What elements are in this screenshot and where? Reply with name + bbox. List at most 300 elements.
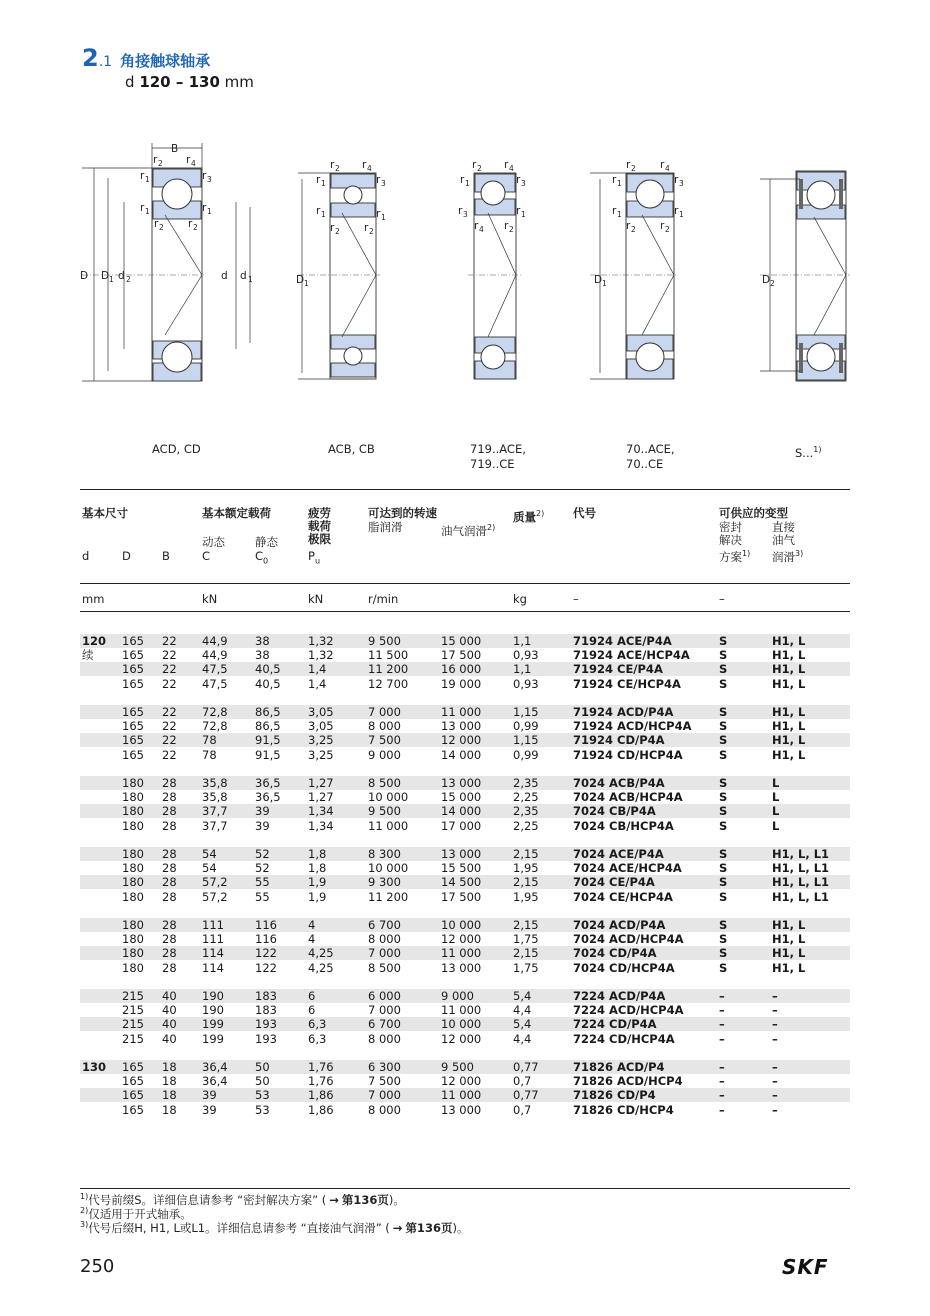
table-cell: –: [772, 1074, 778, 1089]
table-cell: 22: [162, 747, 177, 762]
table-cell: –: [719, 1017, 725, 1032]
footnote-ref: 第136页: [341, 1192, 389, 1207]
table-cell: 5,4: [513, 1017, 532, 1032]
table-cell: 9 000: [368, 747, 401, 762]
table-cell: 44,9: [202, 634, 228, 648]
table-cell: 36,4: [202, 1074, 228, 1089]
footnote-text: 代号后缀H, H1, L或L1。详细信息请参考 “直接油气润滑” (: [88, 1220, 390, 1235]
svg-text:r: r: [516, 205, 521, 217]
table-cell: 55: [255, 875, 270, 890]
bearing-drawings: [70, 135, 870, 395]
table-cell: 3,05: [308, 719, 334, 734]
svg-text:2: 2: [335, 227, 340, 236]
svg-text:2: 2: [126, 275, 131, 284]
table-cell: S: [719, 776, 728, 790]
table-cell: 13 000: [441, 1102, 482, 1117]
svg-text:r: r: [674, 174, 679, 186]
table-cell: S: [719, 747, 728, 762]
table-cell: 54: [202, 861, 217, 876]
table-cell: H1, L: [772, 946, 806, 961]
svg-text:2: 2: [159, 223, 164, 232]
table-cell: 199: [202, 1031, 224, 1046]
table-cell: 215: [122, 1031, 144, 1046]
table-cell: 15 000: [441, 790, 482, 805]
svg-text:D: D: [101, 270, 110, 282]
unit-kN: kN: [202, 592, 218, 606]
svg-text:2: 2: [158, 159, 163, 168]
table-cell: H1, L, L1: [772, 847, 830, 861]
table-cell: 28: [162, 790, 177, 805]
table-cell: 12 000: [441, 1031, 482, 1046]
table-cell: 165: [122, 1074, 144, 1089]
table-cell: 190: [202, 1003, 224, 1018]
table-cell: 15 000: [441, 634, 482, 648]
table-cell: L: [772, 776, 780, 790]
footnote-arrow: →: [329, 1192, 339, 1207]
table-cell: 22: [162, 705, 177, 719]
table-cell: 28: [162, 818, 177, 833]
svg-text:r: r: [330, 222, 335, 234]
table-cell: 13 000: [441, 776, 482, 790]
table-cell: 0,93: [513, 676, 539, 691]
table-cell: 1,86: [308, 1088, 334, 1103]
head-C0: [255, 550, 268, 567]
svg-text:1: 1: [145, 207, 150, 216]
table-cell: 57,2: [202, 889, 228, 904]
table-cell: 22: [162, 634, 177, 648]
table-cell: 165: [122, 676, 144, 691]
svg-text:r: r: [516, 174, 521, 186]
table-cell: 28: [162, 776, 177, 790]
table-cell: 9 500: [441, 1060, 474, 1074]
table-cell: 28: [162, 889, 177, 904]
head-Pu-sub: u: [314, 556, 321, 566]
table-cell: H1, L, L1: [772, 889, 830, 904]
table-cell: 8 000: [368, 719, 401, 734]
table-cell: 2,15: [513, 918, 539, 932]
table-cell: 8 000: [368, 932, 401, 947]
table-cell: 165: [122, 1102, 144, 1117]
table-cell: 50: [255, 1074, 270, 1089]
table-cell: 12 000: [441, 733, 482, 748]
table-cell: 111: [202, 918, 224, 932]
svg-text:r: r: [612, 174, 617, 186]
table-cell: 57,2: [202, 875, 228, 890]
table-cell: 4: [308, 932, 316, 947]
table-row: [80, 861, 850, 875]
table-cell: 39: [202, 1102, 217, 1117]
table-row: [80, 1017, 850, 1031]
footnote-text: 代号前缀S。详细信息请参考 “密封解决方案” (: [88, 1192, 327, 1207]
table-cell: 7024 ACE/HCP4A: [573, 861, 682, 876]
table-cell: 11 000: [441, 946, 482, 961]
table-cell: 10 000: [368, 861, 409, 876]
table-cell: H1, L: [772, 719, 806, 734]
table-cell: 111: [202, 932, 224, 947]
table-cell: 116: [255, 932, 277, 947]
table-row: [80, 989, 850, 1003]
svg-text:2: 2: [477, 164, 482, 173]
table-cell: 7024 ACD/HCP4A: [573, 932, 684, 947]
table-cell: 19 000: [441, 676, 482, 691]
table-cell: 7024 CE/HCP4A: [573, 889, 673, 904]
svg-text:1: 1: [617, 210, 622, 219]
table-cell: 4: [308, 918, 316, 932]
svg-text:2: 2: [335, 164, 340, 173]
table-row: [80, 946, 850, 960]
head-C0-sub: 0: [263, 556, 269, 566]
svg-text:r: r: [140, 170, 145, 182]
table-cell: 39: [202, 1088, 217, 1103]
svg-text:1: 1: [321, 179, 326, 188]
page-number: 250: [80, 1256, 115, 1277]
table-cell: 4,25: [308, 946, 334, 961]
unit-dash-variant: –: [719, 592, 725, 606]
table-cell: 71924 CD/P4A: [573, 733, 665, 748]
head-seal: [719, 521, 750, 564]
table-row: [80, 1103, 850, 1117]
table-cell: 22: [162, 719, 177, 734]
table-cell: 55: [255, 889, 270, 904]
table-cell: 1,4: [308, 676, 327, 691]
table-row: [80, 776, 850, 790]
bore-prefix: d: [125, 73, 135, 91]
table-cell: 16 000: [441, 662, 482, 677]
svg-text:2: 2: [631, 225, 636, 234]
table-cell: 1,34: [308, 804, 334, 819]
table-cell: 71826 CD/P4: [573, 1088, 656, 1103]
table-cell: 37,7: [202, 804, 228, 819]
svg-text:r: r: [472, 159, 477, 171]
table-cell: 39: [255, 818, 270, 833]
table-cell: 18: [162, 1074, 177, 1089]
table-cell: 3,25: [308, 733, 334, 748]
svg-text:1: 1: [109, 275, 114, 284]
table-cell: –: [772, 1003, 778, 1018]
bore-range-value: 120 – 130: [139, 73, 220, 91]
table-cell: 193: [255, 1017, 277, 1032]
table-cell: 180: [122, 875, 144, 890]
table-cell: 0,7: [513, 1074, 532, 1089]
table-cell: 7 000: [368, 1088, 401, 1103]
table-cell: 1,34: [308, 818, 334, 833]
table-cell: 40,5: [255, 662, 281, 677]
table-row: [80, 890, 850, 904]
table-cell: H1, L: [772, 960, 806, 975]
svg-text:r: r: [140, 202, 145, 214]
svg-text:r: r: [362, 159, 367, 171]
caption-719-ace: 719..ACE, 719..CE: [470, 442, 526, 471]
table-cell: 40: [162, 1003, 177, 1018]
table-cell: 6 000: [368, 989, 401, 1003]
table-cell: 40: [162, 1031, 177, 1046]
table-cell: 40: [162, 989, 177, 1003]
svg-text:3: 3: [679, 179, 684, 188]
table-cell: 1,76: [308, 1060, 334, 1074]
table-cell: 71826 CD/HCP4: [573, 1102, 674, 1117]
table-cell: –: [719, 1003, 725, 1018]
table-row: [80, 918, 850, 932]
table-cell: 7024 CE/P4A: [573, 875, 655, 890]
bore-unit: mm: [224, 73, 254, 91]
table-cell: 28: [162, 875, 177, 890]
table-cell: 1,32: [308, 648, 334, 663]
table-cell: 165: [122, 747, 144, 762]
table-cell: 71924 CE/HCP4A: [573, 676, 681, 691]
caption-sealed: [795, 442, 822, 461]
table-cell: 2,25: [513, 790, 539, 805]
svg-text:3: 3: [381, 179, 386, 188]
table-cell: –: [719, 1031, 725, 1046]
table-cell: 2,35: [513, 776, 539, 790]
table-row: [80, 1032, 850, 1046]
table-row: [80, 1088, 850, 1102]
table-cell: 15 500: [441, 861, 482, 876]
table-cell: –: [772, 1060, 778, 1074]
table-cell: 10 000: [368, 790, 409, 805]
table-cell: 180: [122, 818, 144, 833]
table-cell: 1,27: [308, 790, 334, 805]
table-cell: 1,1: [513, 662, 532, 677]
table-cell: 1,75: [513, 960, 539, 975]
table-cell: H1, L, L1: [772, 875, 830, 890]
table-row: [80, 634, 850, 648]
footnote-rule: [80, 1188, 850, 1189]
svg-text:d: d: [221, 270, 228, 282]
table-cell: 71924 ACE/P4A: [573, 634, 672, 648]
table-cell: L: [772, 790, 780, 805]
cell-bore: 130: [82, 1060, 107, 1074]
table-cell: 9 000: [441, 989, 474, 1003]
svg-text:3: 3: [207, 175, 212, 184]
svg-text:D: D: [762, 274, 771, 286]
svg-text:r: r: [202, 202, 207, 214]
table-cell: 199: [202, 1017, 224, 1032]
footnote-ref: 第136页: [405, 1220, 453, 1235]
table-cell: 6,3: [308, 1031, 327, 1046]
head-Pu-base: P: [308, 549, 315, 563]
head-seal-text: 密封 解决 方案: [719, 520, 742, 564]
table-cell: 180: [122, 889, 144, 904]
table-cell: 1,76: [308, 1074, 334, 1089]
table-cell: 11 200: [368, 662, 409, 677]
table-cell: 91,5: [255, 747, 281, 762]
table-cell: 52: [255, 847, 270, 861]
svg-text:1: 1: [145, 175, 150, 184]
table-cell: H1, L: [772, 733, 806, 748]
table-cell: 11 500: [368, 648, 409, 663]
svg-text:r: r: [153, 154, 158, 166]
table-cell: 1,95: [513, 889, 539, 904]
table-row: [80, 1003, 850, 1017]
table-cell: S: [719, 719, 728, 734]
caption-sealed-footnote: 1): [813, 445, 822, 454]
svg-text:1: 1: [381, 213, 386, 222]
table-cell: 13 000: [441, 847, 482, 861]
head-variants: 可供应的变型: [719, 506, 788, 520]
table-cell: 2,15: [513, 946, 539, 961]
head-load: 基本额定载荷: [202, 506, 271, 520]
table-cell: 165: [122, 733, 144, 748]
table-cell: 7024 CD/HCP4A: [573, 960, 675, 975]
table-cell: 7224 CD/P4A: [573, 1017, 657, 1032]
table-cell: 1,75: [513, 932, 539, 947]
svg-text:2: 2: [509, 225, 514, 234]
unit-kN-pu: kN: [308, 592, 324, 606]
table-cell: 180: [122, 776, 144, 790]
svg-text:2: 2: [193, 223, 198, 232]
table-cell: 11 000: [441, 1003, 482, 1018]
table-row: [80, 719, 850, 733]
table-cell: 1,8: [308, 861, 327, 876]
table-cell: 28: [162, 847, 177, 861]
svg-text:2: 2: [631, 164, 636, 173]
table-cell: –: [772, 1088, 778, 1103]
table-cell: 180: [122, 946, 144, 961]
head-d: d: [82, 549, 90, 563]
table-cell: 71826 ACD/HCP4: [573, 1074, 683, 1089]
cell-bore: 120: [82, 634, 107, 648]
footnote-3: [80, 1218, 468, 1235]
table-row: [80, 1074, 850, 1088]
table-cell: 0,77: [513, 1088, 539, 1103]
table-cell: 72,8: [202, 705, 228, 719]
table-cell: 180: [122, 918, 144, 932]
table-cell: 72,8: [202, 719, 228, 734]
label-B: B: [171, 143, 179, 155]
table-cell: 7024 ACD/P4A: [573, 918, 666, 932]
unit-kg: kg: [513, 592, 527, 606]
table-cell: 37,7: [202, 818, 228, 833]
table-cell: 47,5: [202, 676, 228, 691]
table-cell: 165: [122, 1088, 144, 1103]
table-cell: 4,25: [308, 960, 334, 975]
table-cell: 2,35: [513, 804, 539, 819]
svg-text:r: r: [188, 218, 193, 230]
footnote-mark: 1): [80, 1192, 89, 1201]
svg-text:1: 1: [304, 279, 309, 288]
table-cell: 11 000: [441, 705, 482, 719]
svg-text:r: r: [202, 170, 207, 182]
table-row: [80, 733, 850, 747]
table-cell: 122: [255, 946, 277, 961]
table-cell: –: [719, 1088, 725, 1103]
head-basic-dims: 基本尺寸: [82, 506, 128, 520]
table-cell: 180: [122, 790, 144, 805]
table-cell: 6 300: [368, 1060, 401, 1074]
table-cell: 6: [308, 989, 316, 1003]
table-cell: 40,5: [255, 676, 281, 691]
table-cell: –: [719, 1060, 725, 1074]
table-cell: –: [719, 1102, 725, 1117]
unit-mm: mm: [82, 592, 105, 606]
table-cell: 35,8: [202, 776, 228, 790]
head-seal-sup: 1): [742, 549, 751, 558]
drawing-sealed: [760, 171, 850, 381]
table-cell: L: [772, 818, 780, 833]
table-cell: 116: [255, 918, 277, 932]
table-cell: 11 000: [368, 818, 409, 833]
table-cell: H1, L: [772, 932, 806, 947]
svg-text:1: 1: [602, 279, 607, 288]
caption-acb-cb: ACB, CB: [328, 442, 375, 456]
table-row: [80, 748, 850, 762]
table-cell: S: [719, 918, 728, 932]
table-cell: 18: [162, 1102, 177, 1117]
table-cell: 1,27: [308, 776, 334, 790]
table-cell: 28: [162, 804, 177, 819]
table-cell: S: [719, 889, 728, 904]
table-cell: 0,77: [513, 1060, 539, 1074]
table-cell: 22: [162, 733, 177, 748]
svg-text:D: D: [80, 270, 89, 282]
table-cell: 165: [122, 634, 144, 648]
table-cell: 28: [162, 932, 177, 947]
footnote-mark: 3): [80, 1220, 89, 1229]
table-cell: 39: [255, 804, 270, 819]
table-cell: 0,7: [513, 1102, 532, 1117]
table-row: [80, 875, 850, 889]
table-cell: 114: [202, 960, 224, 975]
section-title: 角接触球轴承: [120, 52, 211, 70]
table-cell: S: [719, 875, 728, 890]
table-cell: –: [719, 1074, 725, 1089]
table-row: [80, 705, 850, 719]
svg-text:r: r: [154, 218, 159, 230]
table-cell: 10 000: [441, 1017, 482, 1032]
footnote-text: 仅适用于开式轴承。: [88, 1206, 192, 1221]
table-cell: 71924 CE/P4A: [573, 662, 663, 677]
table-cell: S: [719, 705, 728, 719]
svg-text:r: r: [660, 220, 665, 232]
svg-text:r: r: [626, 159, 631, 171]
svg-text:1: 1: [465, 179, 470, 188]
table-cell: 180: [122, 960, 144, 975]
head-oil: [441, 521, 495, 538]
table-cell: 7024 CD/P4A: [573, 946, 657, 961]
table-cell: 7024 ACE/P4A: [573, 847, 664, 861]
footnote-arrow: →: [392, 1220, 403, 1235]
table-cell: 36,5: [255, 776, 281, 790]
table-cell: 165: [122, 705, 144, 719]
table-cell: 71924 ACE/HCP4A: [573, 648, 690, 663]
svg-text:2: 2: [770, 279, 775, 288]
table-cell: 1,32: [308, 634, 334, 648]
table-cell: 22: [162, 648, 177, 663]
table-cell: 7224 ACD/P4A: [573, 989, 666, 1003]
head-C: C: [202, 549, 211, 563]
head-oil-sup: 2): [487, 523, 496, 532]
svg-text:r: r: [504, 220, 509, 232]
svg-text:4: 4: [367, 164, 372, 173]
unit-rmin: r/min: [368, 592, 399, 606]
svg-text:1: 1: [679, 210, 684, 219]
table-cell: 11 200: [368, 889, 409, 904]
table-cell: 71924 ACD/P4A: [573, 705, 674, 719]
svg-text:r: r: [626, 220, 631, 232]
table-cell: 180: [122, 932, 144, 947]
table-cell: 9 300: [368, 875, 401, 890]
table-cell: 183: [255, 1003, 277, 1018]
table-cell: 180: [122, 861, 144, 876]
table-cell: L: [772, 804, 780, 819]
svg-text:r: r: [364, 222, 369, 234]
table-cell: H1, L: [772, 662, 806, 677]
table-cell: 2,25: [513, 818, 539, 833]
table-cell: H1, L: [772, 747, 806, 762]
head-B: B: [162, 549, 170, 563]
svg-text:3: 3: [521, 179, 526, 188]
